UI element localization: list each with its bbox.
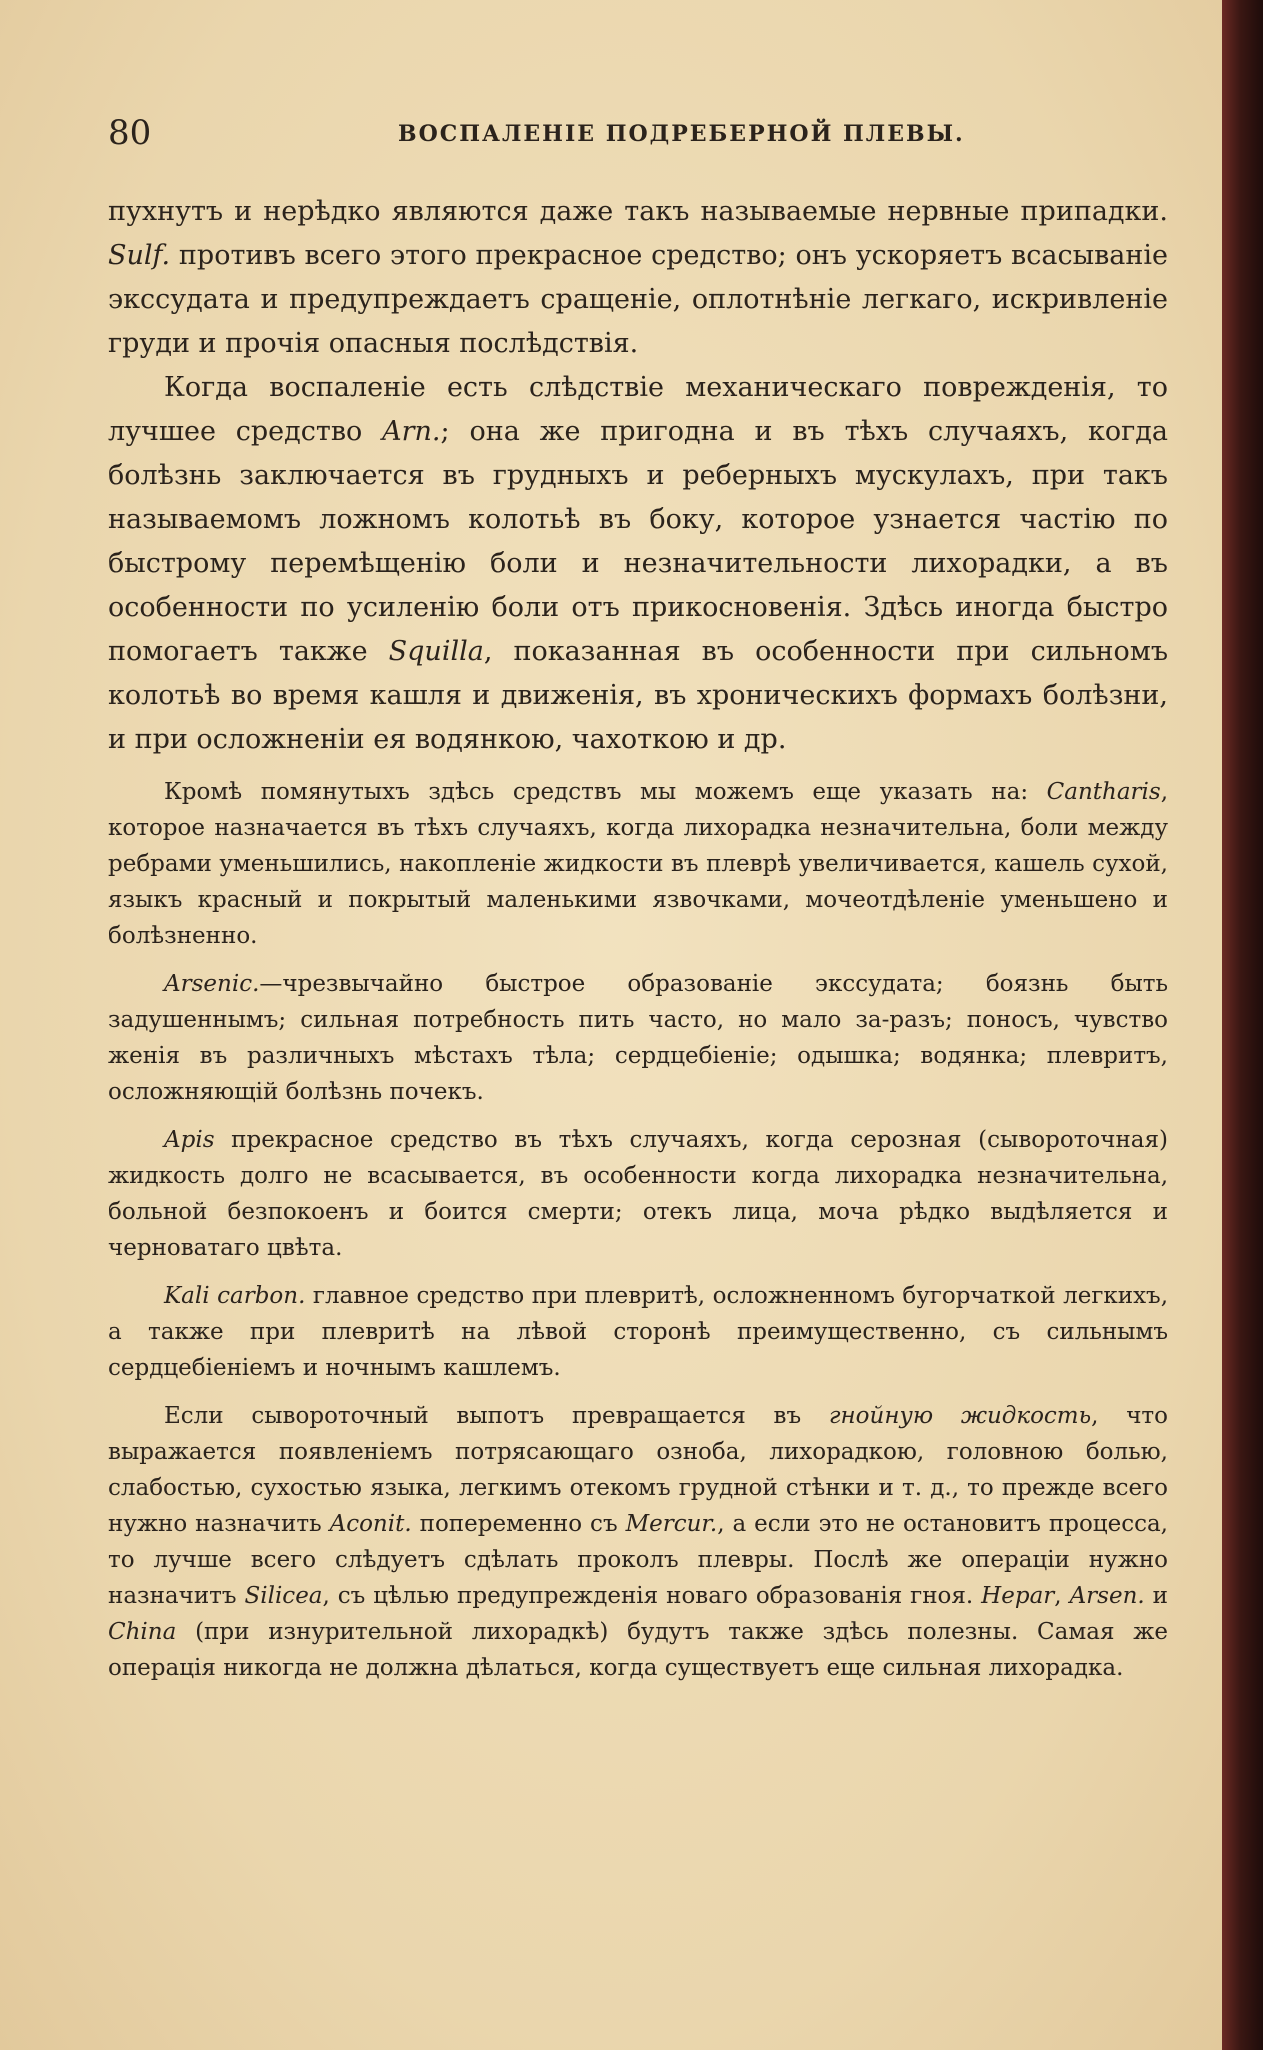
paragraph-p1 bbox=[108, 190, 1168, 366]
paragraph-p4 bbox=[108, 966, 1168, 1110]
running-title: ВОСПАЛЕНІЕ ПОДРЕБЕРНОЙ ПЛЕВЫ. bbox=[398, 121, 965, 147]
paragraph-p7 bbox=[108, 1398, 1168, 1686]
text-run: Когда воспаленіе есть слѣдствіе механическаго поврежденія, то лучшее средство bbox=[108, 372, 1168, 447]
remedy-name: China bbox=[108, 1619, 177, 1645]
book-binding-edge bbox=[1222, 0, 1263, 2050]
remedy-name: Silicea bbox=[244, 1583, 323, 1609]
text-run: , съ цѣлью предупрежденія новаго образованія гноя. bbox=[322, 1583, 982, 1609]
page-header bbox=[108, 112, 1168, 154]
text-run: пухнутъ и нерѣдко являются даже такъ называемые нервные припадки. bbox=[108, 196, 1168, 227]
text-run: , которое назначается въ тѣхъ случаяхъ, когда лихорадка незначительна, боли между ребрами уменьшились, накопленіе жидкости въ плеврѣ увеличивается, кашель сухой, языкъ красный и покрытый маленькими язвочками, мочеотдѣленіе уменьшено и болѣзненно. bbox=[108, 779, 1168, 949]
text-run: , bbox=[1054, 1583, 1070, 1609]
remedy-name: Hepar bbox=[981, 1583, 1055, 1609]
remedy-name: Kali carbon. bbox=[164, 1283, 306, 1309]
remedy-name: Cantharis bbox=[1046, 779, 1161, 805]
text-run: , что выражается появленіемъ потрясающаго озноба, лихорадкою, головною болью, слабостью, сухостью языка, легкимъ отекомъ грудной стѣнки и т. д., то прежде всего нужно назначить bbox=[108, 1403, 1168, 1537]
remedy-name: Arsenic. bbox=[164, 971, 260, 997]
paragraph-p2 bbox=[108, 366, 1168, 762]
paragraph-p5 bbox=[108, 1122, 1168, 1266]
text-run: , а если это не остановитъ процесса, то лучше всего слѣдуетъ сдѣлать проколъ плевры. Послѣ же операціи нужно назначитъ bbox=[108, 1511, 1168, 1609]
text-run: Кромѣ помянутыхъ здѣсь средствъ мы можемъ еще указать на: bbox=[164, 779, 1047, 805]
text-run: , показанная въ особенности при сильномъ колотьѣ во время кашля и движенія, въ хроническихъ формахъ болѣзни, и при осложненіи ея водянкою, чахоткою и др. bbox=[108, 636, 1168, 755]
text-run: (при изнурительной лихорадкѣ) будутъ также здѣсь полезны. Самая же операція никогда не должна дѣлаться, когда существуетъ еще сильная лихорадка. bbox=[108, 1619, 1168, 1681]
text-run: —чрезвычайно быстрое образованіе экссудата; боязнь быть задушеннымъ; сильная потребность пить часто, но мало за-разъ; поносъ, чувство женія въ различныхъ мѣстахъ тѣла; сердцебіеніе; одышка; водянка; плевритъ, осложняющій болѣзнь почекъ. bbox=[108, 971, 1168, 1105]
page-number: 80 bbox=[108, 113, 152, 153]
text-run: попеременно съ bbox=[411, 1511, 626, 1537]
remedy-name: гнойную жидкость bbox=[828, 1403, 1092, 1429]
text-run: и bbox=[1144, 1583, 1169, 1609]
paragraph-p3 bbox=[108, 774, 1168, 954]
remedy-name: Arn. bbox=[382, 416, 441, 447]
remedy-name: Arsen. bbox=[1069, 1583, 1145, 1609]
remedy-name: Aconit. bbox=[329, 1511, 412, 1537]
remedy-name: Mercur. bbox=[625, 1511, 718, 1537]
remedy-name: Apis bbox=[164, 1127, 215, 1153]
remedy-name: Squilla bbox=[388, 636, 484, 667]
page-body bbox=[108, 190, 1168, 1686]
text-run: противъ всего этого прекрасное средство; онъ ускоряетъ всасываніе экссудата и предупреждаетъ сращеніе, оплотнѣніе легкаго, искривленіе груди и прочія опасныя послѣдствія. bbox=[108, 240, 1168, 359]
text-run: ; она же пригодна и въ тѣхъ случаяхъ, когда болѣзнь заключается въ грудныхъ и реберныхъ мускулахъ, при такъ называемомъ ложномъ колотьѣ въ боку, которое узнается частію по быстрому перемѣщенію боли и незначительности лихорадки, а въ особенности по усиленію боли отъ прикосновенія. Здѣсь иногда быстро помогаетъ также bbox=[108, 416, 1168, 667]
remedy-name: Sulf. bbox=[108, 240, 171, 271]
text-run: главное средство при плевритѣ, осложненномъ бугорчаткой легкихъ, а также при плевритѣ на лѣвой сторонѣ преимущественно, съ сильнымъ сердцебіеніемъ и ночнымъ кашлемъ. bbox=[108, 1283, 1168, 1381]
text-run: прекрасное средство въ тѣхъ случаяхъ, когда серозная (сывороточная) жидкость долго не всасывается, въ особенности когда лихорадка незначительна, больной безпокоенъ и боится смерти; отекъ лица, моча рѣдко выдѣляется и черноватаго цвѣта. bbox=[108, 1127, 1168, 1261]
paragraph-p6 bbox=[108, 1278, 1168, 1386]
text-run: Если сывороточный выпотъ превращается въ bbox=[164, 1403, 829, 1429]
